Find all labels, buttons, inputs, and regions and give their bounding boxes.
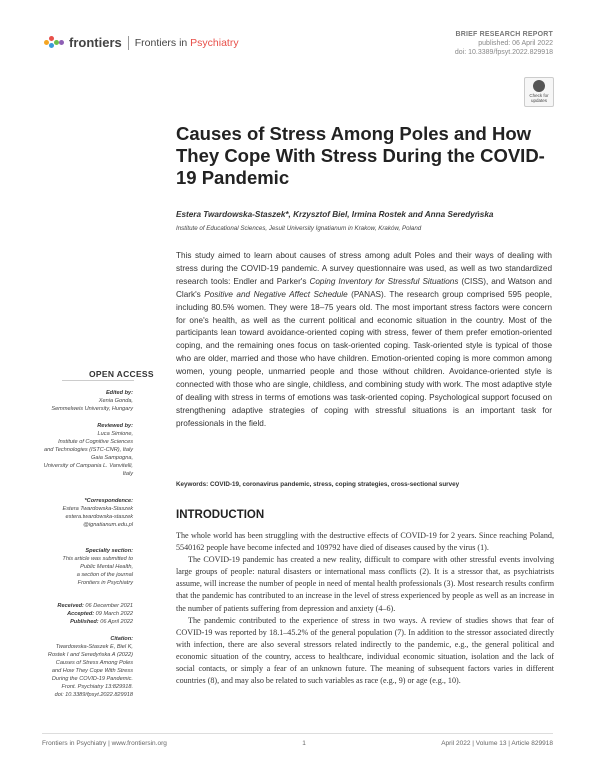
abstract: This study aimed to learn about causes of stress among adult Poles and their ways of dealing with stress during the COVID-19 pandemic. A survey questionnaire was used, as well as two standardized research tools: Endler and Parker's Coping Inventory for Stressful Situations (CISS), and Watson and Clark's Positive and Negative Affect Schedule (PANAS). The research group comprised 595 people, including 80.5% women. They were 18–75 years old. The most important stress factors were concern for one's health, as well as the current political and economic situation in the country. Most of the participants lean toward avoidance-oriented coping with stress, fewer of them prefer emotion-oriented coping, and the remaining ones focus on task-oriented coping. Task-oriented style is typical of those who are older, married and those who have children. Emotion-oriented coping is more common among women, young people, unmarried people and those without children. Avoidance-oriented style is connected with those who are single, childless, and combining study with work. The most adaptive style of dealing with stress in terms of emotions was task-oriented coping. Psychological support focused on strengthening adaptive strategies of coping with stressful situations is an important task for professionals in the field. [176,251,553,428]
journal-name[interactable]: Frontiers in Psychiatry [134,36,239,49]
correspondence-email-domain[interactable]: @ignatianum.edu.pl [83,522,133,528]
dates: Received: 06 December 2021 Accepted: 09 March 2022 Published: 06 April 2022 [57,603,133,625]
correspondence-email[interactable]: estera.twardowska-staszek [65,514,133,520]
correspondence: *Correspondence: Estera Twardowska-Staszek estera.twardowska-staszek @ignatianum.edu.pl [13,497,133,529]
article-meta [455,30,553,57]
open-access-label: OPEN ACCESS [89,369,154,379]
reviewed-by: Reviewed by: Luca Simione, Institute of Cognitive Sciences and Technologies (ISTC-CNR), Italy Gaia Sampogna, University of Campania L. Vanvitelli, Italy [43,423,133,477]
paragraph: The COVID-19 pandemic has created a new reality, difficult to compare with other stressful events involving large groups of people: natural disasters or international mass conflicts (2). It is a stressor that, as psychiatrists assume, will increase the number of people in need of mental health professionals (3). Most research results confirm that the pandemic has contributed to an increase in the level of stress experienced by people as well as an increase in the number of patients suffering from depression and anxiety (4–6). [176,555,554,613]
paragraph: The pandemic contributed to the experience of stress in two ways. A review of studies shows that fear of COVID-19 was reported by 18.1–45.2% of the general population (7). In addition to the stressor associated directly with infection, there are also several stressors related indirectly to the pandemic, e.g., the general political and economic situation of the country, access to healthcare, individual economic situation, isolation and the lack of social contacts, or simply a fear of an unknown future. The meaning of subsequent factors varies in different countries (8), and may also be related to such variables as race (e.g., 9) or age (e.g., 10). [176,615,554,686]
keywords: Keywords: COVID-19, coronavirus pandemic, stress, coping strategies, cross-sectional survey [176,481,460,488]
citation-doi[interactable]: doi: 10.3389/fpsyt.2022.829918 [54,692,133,698]
introduction-body [176,530,554,687]
sidebar-divider [62,380,134,381]
edited-by: Edited by: Xenia Gonda, Semmelweis University, Hungary [51,390,133,412]
header-divider [128,36,129,50]
footer-divider [42,733,553,734]
frontiers-logo-icon [44,36,66,50]
citation: Citation: Twardowska-Staszek E, Biel K, Rostek I and Seredyńska A (2022) Causes of Stress Among Poles and How They Cope With Stress During the COVID-19 Pandemic. Front. Psychiatry 13:829918. doi: 10.3389/fpsyt.2022.829918 [13,635,133,699]
article-title: Causes of Stress Among Poles and How They Cope With Stress During the COVID-19 Pandemic [176,123,545,188]
journal-header [44,35,239,50]
brand-name: frontiers [69,35,122,50]
specialty-section: Specialty section: This article was submitted to Public Mental Health, a section of the journal Frontiers in Psychiatry [62,548,133,586]
paragraph: The whole world has been struggling with the destructive effects of COVID-19 for 2 years. Since reaching Poland, 5540162 people have become infected and 109792 have died of diseases caused by the virus (1). [176,531,554,553]
page-number: 1 [302,740,306,747]
author-list[interactable]: Estera Twardowska-Staszek*, Krzysztof Biel, Irmina Rostek and Anna Seredyńska [176,210,494,219]
section-heading-introduction: INTRODUCTION [176,509,265,521]
check-updates-icon [533,80,545,92]
check-for-updates-badge[interactable]: Check for updates [524,77,554,107]
published-date: published: 06 April 2022 [478,40,553,47]
doi-link[interactable]: doi: 10.3389/fpsyt.2022.829918 [454,49,553,56]
author-affiliation: Institute of Educational Sciences, Jesuit University Ignatianum in Krakow, Kraków, Poland [176,225,422,232]
report-type: BRIEF RESEARCH REPORT [455,31,553,38]
page-footer [42,740,553,747]
footer-journal-link[interactable]: Frontiers in Psychiatry | www.frontiersin.org [42,740,167,747]
footer-volume: April 2022 | Volume 13 | Article 829918 [441,740,553,747]
